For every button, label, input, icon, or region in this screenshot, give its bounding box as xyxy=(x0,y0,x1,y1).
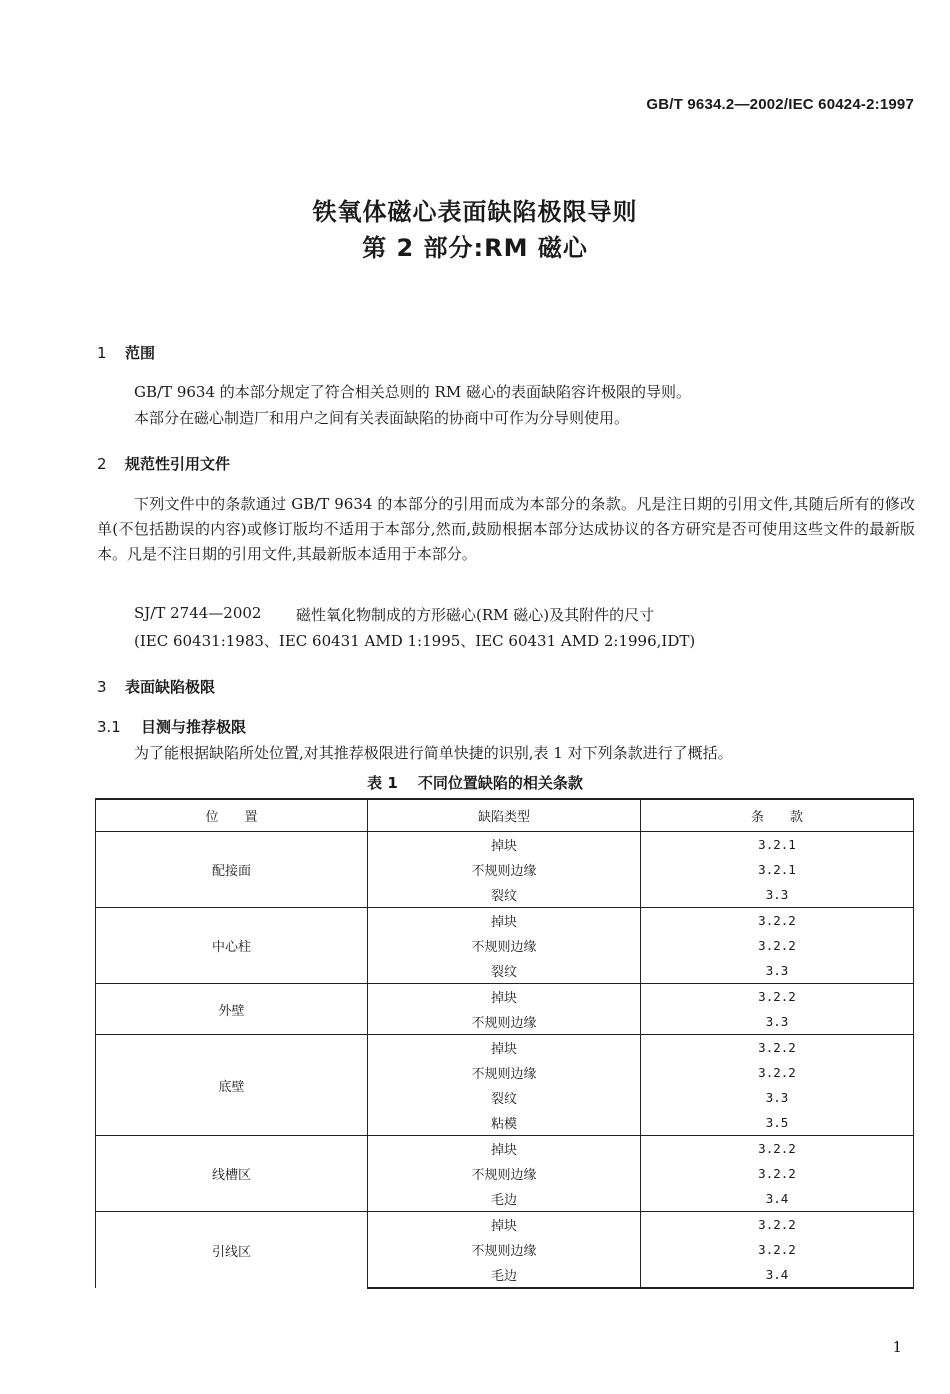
section-number: 1 xyxy=(97,344,107,362)
defect-type-cell: 粘模 xyxy=(368,1110,641,1136)
section-3-heading xyxy=(97,676,215,697)
location-cell: 线槽区 xyxy=(96,1136,368,1212)
defect-type-cell: 裂纹 xyxy=(368,1085,641,1110)
defect-clause-table xyxy=(95,798,914,1289)
header-defect-type: 缺陷类型 xyxy=(368,799,641,832)
clause-cell: 3.2.2 xyxy=(641,1136,914,1162)
normative-reference-title: 磁性氧化物制成的方形磁心(RM 磁心)及其附件的尺寸 xyxy=(296,606,655,624)
defect-type-cell: 不规则边缘 xyxy=(368,1009,641,1035)
location-cell: 引线区 xyxy=(96,1212,368,1289)
location-cell: 中心柱 xyxy=(96,908,368,984)
section-3-1-heading xyxy=(97,716,246,737)
defect-type-cell: 毛边 xyxy=(368,1262,641,1288)
defect-type-cell: 掉块 xyxy=(368,908,641,934)
table-row xyxy=(96,832,914,858)
clause-cell: 3.2.2 xyxy=(641,1161,914,1186)
standard-code: GB/T 9634.2—2002/IEC 60424-2:1997 xyxy=(646,96,914,113)
section-1-heading xyxy=(97,342,155,363)
section-2-paragraph-1: 下列文件中的条款通过 GB/T 9634 的本部分的引用而成为本部分的条款。凡是注日期的引用文件,其随后所有的修改单(不包括勘误的内容)或修订版均不适用于本部分,然而,鼓励根据本部分达成协议的各方研究是否可使用这些文件的最新版本。凡是不注日期的引用文件,其最新版本适用于本部分。 xyxy=(97,495,915,563)
table-caption xyxy=(0,772,950,793)
header-clause: 条 款 xyxy=(641,799,914,832)
table-row xyxy=(96,1212,914,1238)
table-header-row xyxy=(96,799,914,832)
defect-type-cell: 不规则边缘 xyxy=(368,1060,641,1085)
defect-type-cell: 毛边 xyxy=(368,1186,641,1212)
clause-cell: 3.2.2 xyxy=(641,933,914,958)
defect-type-cell: 不规则边缘 xyxy=(368,1237,641,1262)
clause-cell: 3.4 xyxy=(641,1186,914,1212)
document-title: 铁氧体磁心表面缺陷极限导则 xyxy=(312,198,638,226)
clause-cell: 3.2.2 xyxy=(641,908,914,934)
clause-cell: 3.2.2 xyxy=(641,1035,914,1061)
defect-type-cell: 裂纹 xyxy=(368,882,641,908)
normative-reference-equivalence: (IEC 60431:1983、IEC 60431 AMD 1:1995、IEC 60431 AMD 2:1996,IDT) xyxy=(134,632,696,650)
defect-type-cell: 不规则边缘 xyxy=(368,857,641,882)
header-location: 位 置 xyxy=(96,799,368,832)
clause-cell: 3.2.2 xyxy=(641,984,914,1010)
clause-cell: 3.5 xyxy=(641,1110,914,1136)
section-number: 3 xyxy=(97,678,107,696)
defect-type-cell: 掉块 xyxy=(368,984,641,1010)
defect-type-cell: 裂纹 xyxy=(368,958,641,984)
section-title: 规范性引用文件 xyxy=(125,455,231,473)
clause-cell: 3.3 xyxy=(641,958,914,984)
clause-cell: 3.3 xyxy=(641,882,914,908)
subsection-title: 目测与推荐极限 xyxy=(141,718,247,736)
clause-cell: 3.2.2 xyxy=(641,1212,914,1238)
clause-cell: 3.4 xyxy=(641,1262,914,1288)
defect-type-cell: 不规则边缘 xyxy=(368,1161,641,1186)
section-number: 2 xyxy=(97,455,107,473)
clause-cell: 3.2.1 xyxy=(641,832,914,858)
table-row xyxy=(96,984,914,1010)
defect-type-cell: 掉块 xyxy=(368,1035,641,1061)
section-2-heading xyxy=(97,453,230,474)
clause-cell: 3.2.2 xyxy=(641,1060,914,1085)
location-cell: 配接面 xyxy=(96,832,368,908)
page-number: 1 xyxy=(892,1338,902,1356)
defect-type-cell: 不规则边缘 xyxy=(368,933,641,958)
table-caption-text: 不同位置缺陷的相关条款 xyxy=(417,774,583,792)
document-subtitle: 第 2 部分:RM 磁心 xyxy=(362,234,588,262)
subsection-number: 3.1 xyxy=(97,718,121,736)
clause-cell: 3.3 xyxy=(641,1009,914,1035)
normative-reference-code: SJ/T 2744—2002 xyxy=(134,604,262,622)
clause-cell: 3.3 xyxy=(641,1085,914,1110)
location-cell: 底壁 xyxy=(96,1035,368,1136)
table-row xyxy=(96,1136,914,1162)
section-1-paragraph-1: GB/T 9634 的本部分规定了符合相关总则的 RM 磁心的表面缺陷容许极限的导则。 xyxy=(134,383,691,401)
section-3-1-paragraph: 为了能根据缺陷所处位置,对其推荐极限进行简单快捷的识别,表 1 对下列条款进行了概括。 xyxy=(134,744,733,762)
clause-cell: 3.2.2 xyxy=(641,1237,914,1262)
defect-type-cell: 掉块 xyxy=(368,832,641,858)
clause-cell: 3.2.1 xyxy=(641,857,914,882)
table-caption-number: 表 1 xyxy=(367,774,398,792)
defect-type-cell: 掉块 xyxy=(368,1212,641,1238)
table-row xyxy=(96,908,914,934)
defect-type-cell: 掉块 xyxy=(368,1136,641,1162)
section-1-paragraph-2: 本部分在磁心制造厂和用户之间有关表面缺陷的协商中可作为分导则使用。 xyxy=(134,409,630,427)
section-title: 范围 xyxy=(125,344,156,362)
table-row xyxy=(96,1035,914,1061)
location-cell: 外壁 xyxy=(96,984,368,1035)
section-title: 表面缺陷极限 xyxy=(125,678,216,696)
